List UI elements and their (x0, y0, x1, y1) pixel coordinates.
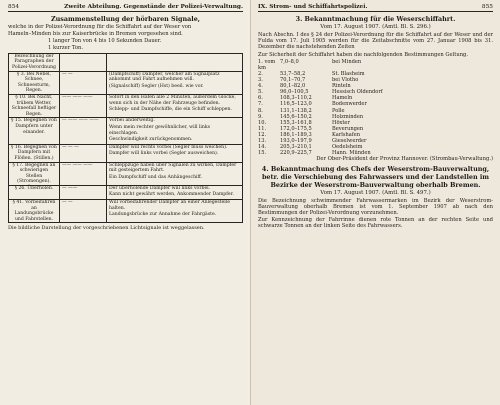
intro-line: welche in der Polizei-Verordnung für die Schiffahrt auf der Weser von (8, 24, 192, 30)
meaning-line: Schlepp- und Dampfschiffe, die ein Schiff schleppen. (109, 107, 232, 113)
short-tone-legend: 1 kurzer Ton. (48, 44, 84, 51)
meaning-line: Dampfer will links vorbei (Segler ausweichen). (109, 151, 219, 157)
col-meaning-head (107, 53, 243, 71)
item-number: 8. (258, 107, 263, 114)
item-km: 96,0–100,5 (280, 89, 309, 96)
row-paragraph: § 15. Begegnen von Dampfern unter einander. (9, 118, 60, 144)
section-3-date: Vom 17. August 1907. (Amtl. Bl. S. 296.) (320, 24, 431, 30)
item-km: 193,0–197,9 (280, 138, 312, 145)
table-row (9, 94, 243, 117)
item-km: 80,1–82,0 (280, 83, 306, 90)
left-page-number: 854 (8, 4, 20, 10)
table-row (9, 144, 243, 162)
row-paragraph: § 17. Begegnen an schwierigen Stellen (Stromengen). (9, 162, 60, 185)
row-paragraph: § 3. Bei Nebel, Schnee, Schneesturm, Regen. (9, 71, 60, 94)
section-4-date: Vom 17. August 1907. (Amtl. Bl. S. 497.) (320, 189, 431, 196)
row-meaning (107, 200, 243, 223)
item-km: 7,0–8,0 (280, 58, 299, 65)
left-section-title: Zusammenstellung der hörbaren Signale, (50, 15, 201, 23)
right-page-number: 855 (481, 4, 493, 10)
meaning-line: Dampfer will rechts vorbei (Segler muss weichen). (109, 144, 228, 150)
item-place: Polle (332, 107, 345, 114)
row-meaning (107, 118, 243, 144)
left-footnote: Die bildliche Darstellung der vorgeschriebenen Lichtsignale ist weggelassen. (8, 225, 205, 232)
item-km: 220,9–225,7 (280, 150, 312, 157)
item-number: 5. (258, 89, 263, 96)
meaning-line: Schleppzüge haben über Signalen zu wirken, Dampfer mit gesteigertem Fahrt. (109, 162, 237, 174)
row-meaning (107, 185, 243, 199)
item-number: 12. (258, 131, 267, 138)
row-paragraph: § 16. Begegnen von Dampfern mit Flößen. (Stillen.) (9, 144, 60, 162)
item-number: 14. (258, 144, 267, 151)
right-running-head (258, 4, 493, 12)
col-signal-head (60, 53, 107, 71)
meaning-line: Ein Dampfschiff und das Anhängeschiff. (109, 174, 203, 180)
section-3-title: 3. Bekanntmachung für die Weserschiffahrt. (295, 15, 456, 23)
item-place: Karlshafen (332, 131, 361, 138)
meaning-line: Vorbei anderweitig. (109, 118, 155, 124)
section-4-title: 4. Bekanntmachung des Chefs der Weserstrom-Bauverwaltung, betr. die Verschiebung des Fahrwassers und der Landstellen im Bezirke der Weserstrom-Bauverwaltung oberhalb Bremen. (261, 164, 490, 189)
row-paragraph: § 41. Vorbeifahren an Landungsbrücke und Fahrstellen. (9, 200, 60, 223)
item-km: 70,1–70,7 (280, 77, 306, 84)
row-paragraph: § 26. Überholen. (9, 185, 60, 199)
row-signal: — —— —— —— (60, 118, 107, 144)
right-page (250, 0, 500, 405)
intro-line: Hameln–Minden bis zur Kaiserbrücke in Bremen vorgesehen sind. (8, 31, 183, 38)
item-number: 1. vom km (258, 58, 276, 71)
item-km: 108,3–110,2 (280, 95, 312, 102)
item-number: 15. (258, 150, 267, 157)
table-row (9, 200, 243, 223)
right-head-title: IX. Strom- und Schiffahrtspolizei. (258, 4, 368, 10)
item-km: 53,7–58,2 (280, 71, 306, 77)
meaning-line: Kann nicht gewährt werden, Ankommender Dampfer. (109, 192, 234, 198)
item-place: bei Minden (332, 58, 362, 65)
item-number: 11. (258, 125, 267, 132)
meaning-line: Geschwindigkeit zurückgenommen. (109, 137, 193, 143)
item-number: 7. (258, 101, 263, 108)
list-item (258, 59, 493, 71)
table-row (9, 71, 243, 94)
row-signal: — — (60, 200, 107, 223)
km-schedule (258, 59, 493, 157)
item-number: 13. (258, 138, 267, 145)
table-row (9, 162, 243, 185)
item-place: Rinteln (332, 83, 351, 90)
section-3-paragraph: Zur Sicherheit der Schiffahrt haben die nachfolgenden Bestimmungen Geltung. (258, 51, 469, 58)
item-km: 172,0–175,5 (280, 125, 312, 132)
item-number: 10. (258, 119, 267, 126)
table-row (9, 118, 243, 144)
item-place: Hann. Münden (332, 150, 371, 157)
item-place: Gieselwerder (332, 138, 367, 145)
row-signal: — — — (60, 144, 107, 162)
meaning-line: (Dampfschiff) Dampfer, welcher am Signalplatz ankommt und Fahrt aufnehmen will. (109, 71, 220, 83)
left-running-head (8, 4, 243, 12)
item-km: 131,1–138,2 (280, 107, 312, 114)
signal-table (8, 53, 243, 224)
item-number: 3. (258, 77, 263, 84)
meaning-line: Will vorbeifahrender Dampfer an einer Anlegestelle halten. (109, 200, 230, 211)
item-km: 116,5–123,0 (280, 101, 312, 108)
item-place: Hessisch Oldendorf (332, 89, 383, 96)
row-signal: — —— (60, 185, 107, 199)
table-row (9, 185, 243, 199)
item-number: 9. (258, 113, 263, 120)
row-meaning (107, 71, 243, 94)
section-4-paragraph: Zur Kennzeichnung der Fahrrinne dienen rote Tonnen an der rechten Seite und schwarze Tonnen an der linken Seite des Fahrwassers. (258, 217, 493, 230)
item-km: 145,6–150,2 (280, 113, 312, 120)
item-number: 6. (258, 95, 263, 102)
item-place: Holzminden (332, 113, 364, 120)
tone-legend (48, 38, 243, 50)
item-km: 205,3–210,1 (280, 144, 312, 151)
item-number: 2. (258, 71, 263, 77)
row-meaning (107, 144, 243, 162)
col-paragraph-head: Bezeichnung der Paragraphen der Polizei-Verordnung (9, 53, 60, 71)
item-km: 186,1–189,3 (280, 131, 312, 138)
item-place: St. Blasheim (332, 71, 365, 77)
meaning-line: Landungsbrücke zur Annahme der Fahrgäste. (109, 212, 217, 218)
row-meaning (107, 94, 243, 117)
item-place: Oedelsheim (332, 144, 363, 151)
signature-note: Der Ober-Präsident der Provinz Hannover. (Strombau-Verwaltung.) (316, 156, 493, 163)
signal-table-header (9, 53, 243, 71)
meaning-line: Wenn mein rechter gewöhnlicher, will links einschlagen. (109, 124, 210, 136)
section-4-paragraph: Die Bezeichnung schwimmender Fahrwassermarken im Bezirk der Weserstrom-Bauverwaltung oberhalb Bremen ist vom 1. September 1907 ab nach den Bestimmungen der Polizei-Verordnung vorzunehmen. (258, 197, 493, 216)
item-place: Höxter (332, 119, 350, 126)
item-place: Bodenwerder (332, 101, 367, 108)
row-signal: —— —— —— (60, 94, 107, 117)
meaning-line: Der überholende Dampfer will links vorbei. (109, 185, 211, 191)
section-3-paragraph: Nach Abschn. I des § 24 der Polizei-Verordnung für die Schiffahrt auf der Weser und der Fulda vom 17. Juli 1905 werden für die Zeitabschnitte vom 27. Januar 1908 bis 31. Dezember die nachstehenden Zeiten (258, 32, 493, 51)
meaning-line: Sofort in den Hafen alle 2 Minuten, außerdem Glocke, wenn sich in der Nähe der Fahrzeuge befinden. (109, 94, 236, 106)
row-meaning (107, 162, 243, 185)
left-head-title: Zweite Abteilung. Gegenstände der Polizei-Verwaltung. (64, 4, 243, 10)
item-number: 4. (258, 83, 263, 90)
long-tone-legend: 1 langer Ton von 4 bis 10 Sekunden Dauer. (48, 38, 162, 45)
item-place: Beverungen (332, 125, 364, 132)
row-paragraph: § 10. Bei Nacht, trübem Wetter, Schneefall heftiger Regen. (9, 94, 60, 117)
item-place: bei Vlotho (332, 77, 359, 84)
item-km: 155,3–161,8 (280, 119, 312, 126)
item-place: Hameln (332, 95, 353, 102)
row-signal: — — (60, 71, 107, 94)
meaning-line: (Signalschiff) Segler (Hst) beeil. wie vor. (109, 83, 204, 89)
row-signal: —— —— —— (60, 162, 107, 185)
